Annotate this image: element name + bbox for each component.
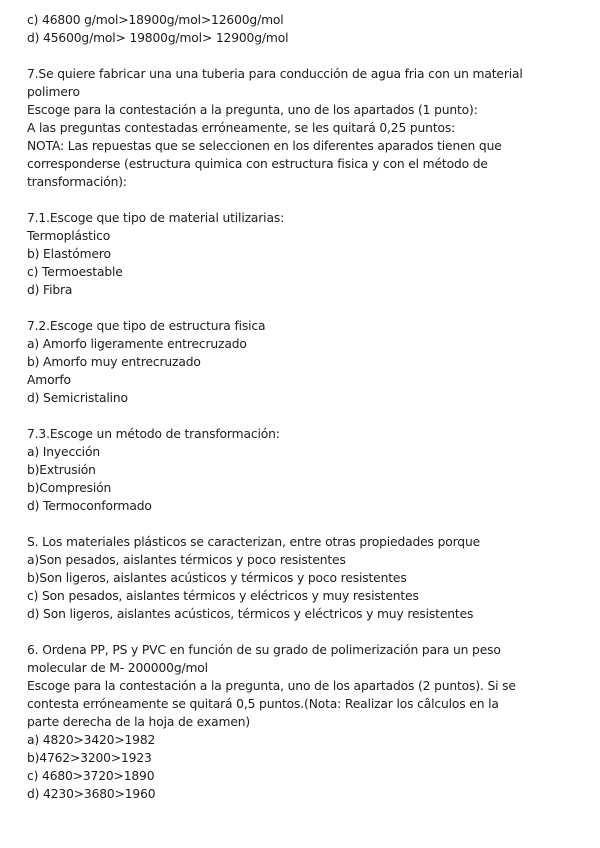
spacer (27, 623, 593, 641)
question-8-option: c) Son pesados, aislantes térmicos y eléctricos y muy resistentes (27, 589, 419, 603)
question-7-1-option: b) Elastómero (27, 247, 111, 261)
question-7-text: polimero (27, 85, 80, 99)
question-6-option: b)4762>3200>1923 (27, 751, 152, 765)
question-7-1-option: d) Fibra (27, 283, 73, 297)
spacer (27, 407, 593, 425)
option-c: c) 46800 g/mol>18900g/mol>12600g/mol (27, 13, 284, 27)
question-6-instructions: Escoge para la contestación a la pregunta, uno de los apartados (2 puntos). Si se (27, 679, 516, 693)
question-7-2-option: d) Semicristalino (27, 391, 128, 405)
question-7-1-title: 7.1.Escoge que tipo de material utilizarias: (27, 211, 285, 225)
spacer (27, 191, 593, 209)
question-8-title: S. Los materiales plásticos se caracterizan, entre otras propiedades porque (27, 535, 480, 549)
question-7-1-option: c) Termoestable (27, 265, 123, 279)
question-7-2-option: Amorfo (27, 373, 71, 387)
question-7-2-option: b) Amorfo muy entrecruzado (27, 355, 201, 369)
question-7-1-option: Termoplástico (27, 229, 111, 243)
question-7-text: 7.Se quiere fabricar una una tuberia para conducción de agua fria con un material (27, 67, 523, 81)
question-7-3-option: b)Extrusión (27, 463, 96, 477)
question-6-option: d) 4230>3680>1960 (27, 787, 156, 801)
question-7-2-title: 7.2.Escoge que tipo de estructura fisica (27, 319, 266, 333)
question-6-option: c) 4680>3720>1890 (27, 769, 155, 783)
question-7-2-option: a) Amorfo ligeramente entrecruzado (27, 337, 247, 351)
question-7-note: NOTA: Las repuestas que se seleccionen en los diferentes aparados tienen que (27, 139, 502, 153)
question-6-option: a) 4820>3420>1982 (27, 733, 156, 747)
question-7-3-option: a) Inyección (27, 445, 100, 459)
question-7-note: corresponderse (estructura quimica con estructura fisica y con el método de (27, 157, 488, 171)
question-7-note: transformación): (27, 175, 127, 189)
question-8-option: a)Son pesados, aislantes térmicos y poco resistentes (27, 553, 346, 567)
question-8-option: b)Son ligeros, aislantes acústicos y térmicos y poco resistentes (27, 571, 407, 585)
spacer (27, 299, 593, 317)
question-6-instructions: parte derecha de la hoja de examen) (27, 715, 251, 729)
question-7-3-option: d) Termoconformado (27, 499, 152, 513)
question-8-option: d) Son ligeros, aislantes acústicos, térmicos y eléctricos y muy resistentes (27, 607, 474, 621)
question-6-text: molecular de M- 200000g/mol (27, 661, 208, 675)
spacer (27, 515, 593, 533)
question-6-text: 6. Ordena PP, PS y PVC en función de su grado de polimerización para un peso (27, 643, 501, 657)
question-7-penalty: A las preguntas contestadas erróneamente, se les quitará 0,25 puntos: (27, 121, 456, 135)
question-7-3-title: 7.3.Escoge un método de transformación: (27, 427, 280, 441)
question-7-instructions: Escoge para la contestación a la pregunta, uno de los apartados (1 punto): (27, 103, 478, 117)
spacer (27, 47, 593, 65)
question-6-instructions: contesta erróneamente se quitará 0,5 puntos.(Nota: Realizar los câlculos en la (27, 697, 499, 711)
exam-page (27, 11, 593, 803)
question-7-3-option: b)Compresión (27, 481, 112, 495)
option-d: d) 45600g/mol> 19800g/mol> 12900g/mol (27, 31, 289, 45)
